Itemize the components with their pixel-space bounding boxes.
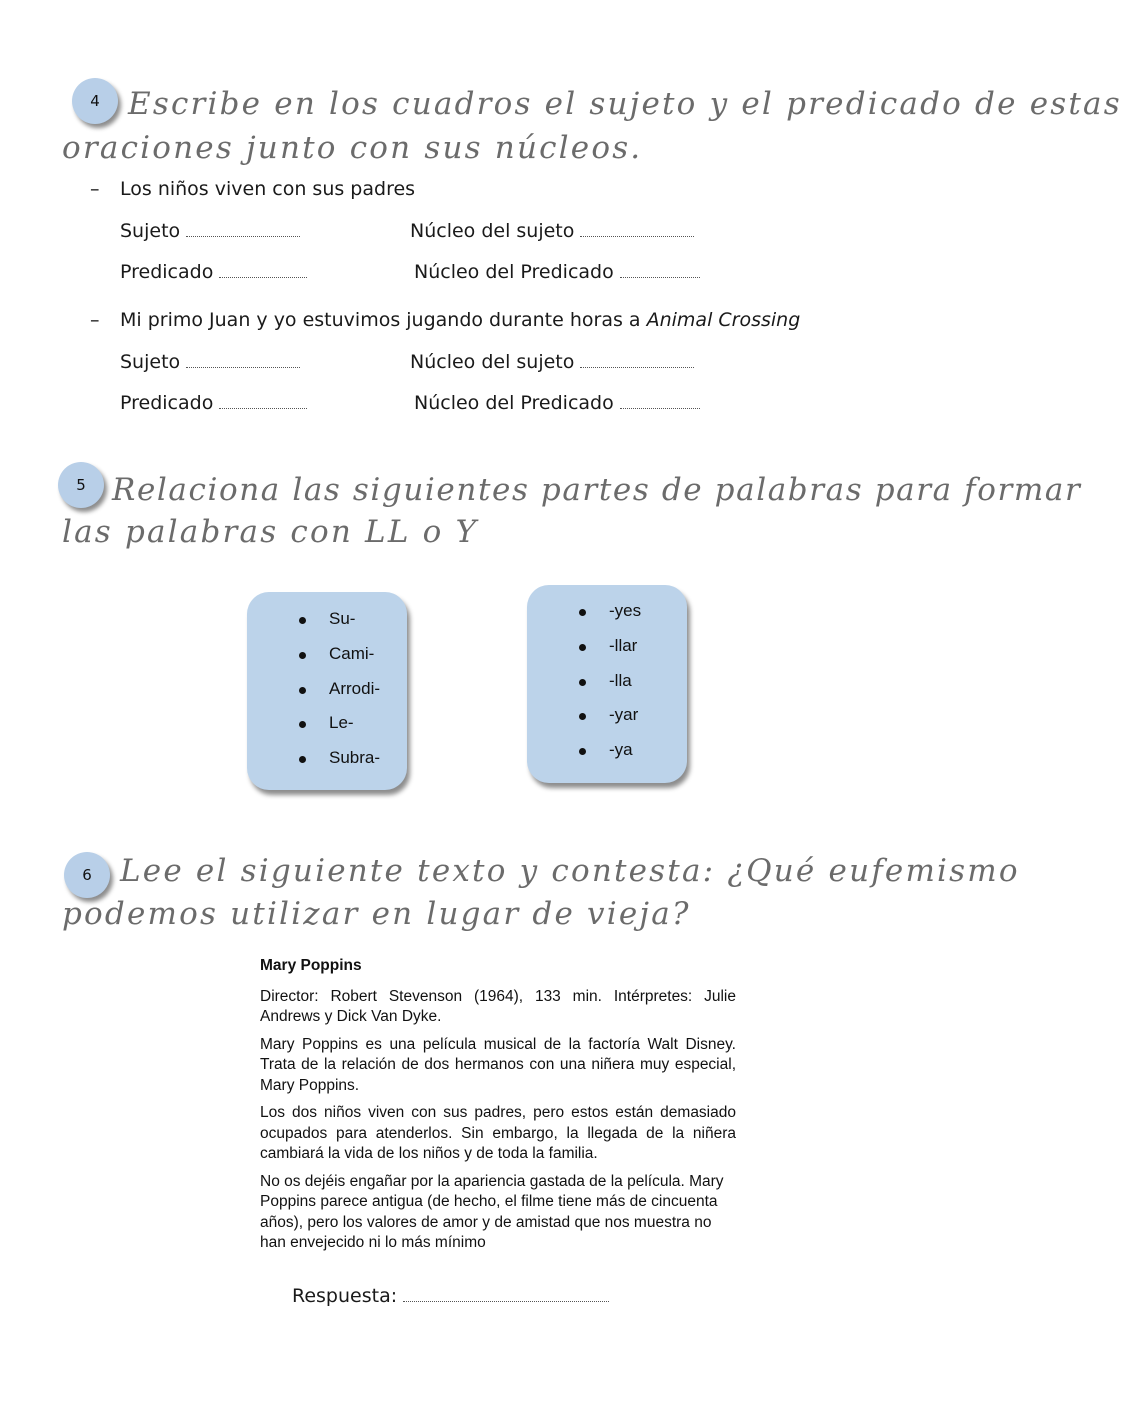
nucleo-sujeto-answer-line[interactable]: [580, 235, 694, 237]
word-start-item[interactable]: Le-: [247, 706, 407, 741]
sujeto-label: Sujeto: [120, 351, 181, 373]
answer-line[interactable]: [403, 1300, 609, 1302]
sujeto-answer-line[interactable]: [186, 235, 300, 237]
exercise-4-instruction-line1: Escribe en los cuadros el sujeto y el predicado de estas: [128, 86, 1122, 122]
word-end-item[interactable]: -yar: [527, 698, 687, 733]
sentence-1-predicado-row: [120, 261, 307, 283]
word-end-item[interactable]: -ya: [527, 733, 687, 768]
sentence-2: [120, 309, 800, 331]
exercise-6-instruction-line1: Lee el siguiente texto y contesta: ¿Qué eufemismo: [120, 853, 1020, 889]
exercise-4-number: 4: [90, 92, 100, 110]
exercise-6-instruction-line2: podemos utilizar en lugar de vieja?: [62, 896, 691, 932]
nucleo-predicado-label: Núcleo del Predicado: [414, 392, 614, 414]
sentence-1-nucleo-predicado-row: [414, 261, 700, 283]
exercise-6-number: 6: [82, 866, 92, 884]
article-paragraph: Director: Robert Stevenson (1964), 133 min. Intérpretes: Julie Andrews y Dick Van Dyke.: [260, 987, 736, 1025]
exercise-5-instruction-line2: las palabras con LL o Y: [62, 514, 479, 550]
exercise-6-number-badge: [64, 852, 110, 898]
word-end-list: [527, 585, 687, 768]
word-start-item[interactable]: Subra-: [247, 741, 407, 776]
word-end-item[interactable]: -yes: [527, 594, 687, 629]
word-start-item[interactable]: Su-: [247, 602, 407, 637]
word-start-box: [247, 592, 407, 790]
nucleo-sujeto-label: Núcleo del sujeto: [410, 351, 575, 373]
nucleo-predicado-answer-line[interactable]: [620, 407, 700, 409]
exercise-4-instruction-line2: oraciones junto con sus núcleos.: [62, 130, 643, 166]
sentence-2-nucleo-predicado-row: [414, 392, 700, 414]
sentence-1-nucleo-sujeto-row: [410, 220, 694, 242]
exercise-4-number-badge: [72, 78, 118, 124]
predicado-answer-line[interactable]: [219, 407, 307, 409]
word-end-item[interactable]: -llar: [527, 629, 687, 664]
exercise-5-instruction-line1: Relaciona las siguientes partes de palabras para formar: [112, 472, 1082, 508]
sentence-2-sujeto-row: [120, 351, 300, 373]
sentence-1-dash: –: [90, 178, 100, 200]
nucleo-sujeto-label: Núcleo del sujeto: [410, 220, 575, 242]
sentence-2-game-title: Animal Crossing: [646, 309, 801, 331]
answer-row: [292, 1285, 609, 1307]
sentence-2-text: Mi primo Juan y yo estuvimos jugando durante horas a: [120, 309, 641, 331]
article-paragraph: Los dos niños viven con sus padres, pero estos están demasiado ocupados para atenderlos. Sin embargo, la llegada de la niñera cambiará la vida de los niños y de toda la familia.: [260, 1104, 736, 1162]
nucleo-predicado-answer-line[interactable]: [620, 276, 700, 278]
nucleo-sujeto-answer-line[interactable]: [580, 366, 694, 368]
sentence-2-dash: –: [90, 309, 100, 331]
article-paragraph: No os dejéis engañar por la apariencia gastada de la película. Mary Poppins parece antigua (de hecho, el filme tiene más de cincuenta años), pero los valores de amor y de amistad que nos muestra no han envejecido ni lo más mínimo: [260, 1172, 724, 1251]
word-start-list: [247, 592, 407, 776]
exercise-5-number: 5: [76, 476, 86, 494]
article-paragraph: Mary Poppins es una película musical de la factoría Walt Disney. Trata de la relación de dos hermanos con una niñera muy especial, Mary Poppins.: [260, 1035, 736, 1094]
article-title: Mary Poppins: [260, 957, 362, 974]
word-start-item[interactable]: Cami-: [247, 637, 407, 672]
answer-label: Respuesta:: [292, 1285, 398, 1307]
predicado-label: Predicado: [120, 261, 214, 283]
sujeto-answer-line[interactable]: [186, 366, 300, 368]
sentence-2-predicado-row: [120, 392, 307, 414]
predicado-answer-line[interactable]: [219, 276, 307, 278]
sujeto-label: Sujeto: [120, 220, 181, 242]
word-end-box: [527, 585, 687, 783]
sentence-2-nucleo-sujeto-row: [410, 351, 694, 373]
word-end-item[interactable]: -lla: [527, 664, 687, 699]
sentence-1-sujeto-row: [120, 220, 300, 242]
mary-poppins-article: [258, 956, 736, 1261]
sentence-1: Los niños viven con sus padres: [120, 178, 416, 200]
nucleo-predicado-label: Núcleo del Predicado: [414, 261, 614, 283]
predicado-label: Predicado: [120, 392, 214, 414]
word-start-item[interactable]: Arrodi-: [247, 672, 407, 707]
exercise-5-number-badge: [58, 462, 104, 508]
